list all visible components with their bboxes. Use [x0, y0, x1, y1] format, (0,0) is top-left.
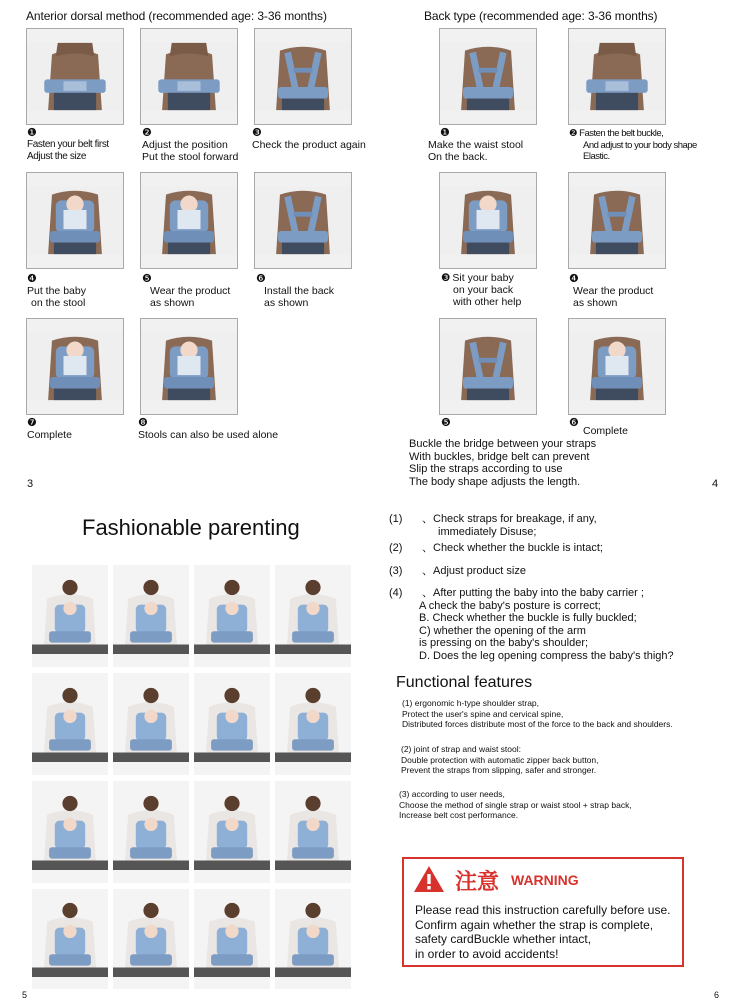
back-caption-3: ❸ Sit your baby on your back with other help: [441, 272, 522, 308]
warning-box: [402, 857, 684, 967]
warning-en: WARNING: [511, 872, 579, 888]
back-photo-6: [568, 318, 666, 415]
warning-cn: 注意: [455, 869, 500, 894]
page5-title: Fashionable parenting: [82, 515, 300, 540]
step-caption-3: ❸ Check the product again: [252, 127, 366, 151]
grid-photo-14: [113, 889, 189, 989]
step-photo-7: [26, 318, 124, 415]
page3-title: Anterior dorsal method (recommended age: 3-36 months): [26, 9, 327, 23]
back-caption-2: ❷ Fasten the belt buckle, And adjust to your body shape Elastic.: [569, 128, 697, 162]
back-photo-3: [439, 172, 537, 269]
step-photo-3: [254, 28, 352, 125]
grid-photo-11: [194, 781, 270, 883]
back-caption-5: ❺: [441, 417, 451, 429]
check-2: (2) 、Check whether the buckle is intact;: [389, 542, 603, 554]
back-photo-1: [439, 28, 537, 125]
step-caption-6: ❻ Install the back as shown: [256, 273, 335, 309]
grid-photo-16: [275, 889, 351, 989]
page-number-3: 3: [27, 478, 34, 490]
feature-3: (3) according to user needs, Choose the method of single strap or waist stool + strap back, Increase belt cost performance.: [399, 789, 632, 820]
back-photo-5: [439, 318, 537, 415]
back-caption-6: ❻ Complete: [569, 417, 628, 437]
grid-photo-2: [113, 565, 189, 667]
step-photo-8: [140, 318, 238, 415]
step-photo-5: [140, 172, 238, 269]
features-title: Functional features: [396, 674, 533, 691]
grid-photo-7: [194, 673, 270, 775]
step-photo-6: [254, 172, 352, 269]
grid-photo-1: [32, 565, 108, 667]
grid-photo-15: [194, 889, 270, 989]
check-3: (3) 、Adjust product size: [389, 565, 526, 577]
grid-photo-13: [32, 889, 108, 989]
page-number-5: 5: [22, 990, 28, 1000]
warning-text: Please read this instruction carefully before use. Confirm again whether the strap is complete, safety cardBuckle whether intact, in order to avoid accidents!: [415, 903, 671, 961]
check-4: (4) 、After putting the baby into the baby carrier ; A check the baby's posture is correct; B. Check whether the buckle is fully buckled; C) whether the opening of the arm is pressing on the baby's shoulder; D. Does the leg opening compress the baby's thigh?: [389, 587, 674, 662]
page4-title: Back type (recommended age: 3-36 months): [424, 9, 658, 23]
page-number-4: 4: [712, 478, 719, 490]
step-photo-1: [26, 28, 124, 125]
step-caption-5: ❺ Wear the product as shown: [142, 273, 231, 309]
grid-photo-6: [113, 673, 189, 775]
step-photo-2: [140, 28, 238, 125]
step-caption-1: ❶ Fasten your belt first Adjust the size: [27, 127, 109, 162]
check-1: (1) 、Check straps for breakage, if any, immediately Disuse;: [389, 513, 597, 538]
page-number-6: 6: [714, 990, 720, 1000]
feature-2: (2) joint of strap and waist stool: Double protection with automatic zipper back button, Prevent the straps from slipping, safer and stronger.: [401, 744, 599, 775]
grid-photo-4: [275, 565, 351, 667]
step-caption-2: ❷ Adjust the position Put the stool forward: [142, 127, 239, 163]
back-caption-4: ❹ Wear the product as shown: [569, 273, 654, 309]
back-note: Buckle the bridge between your straps With buckles, bridge belt can prevent Slip the straps according to use The body shape adjusts the length.: [409, 438, 597, 488]
back-photo-4: [568, 172, 666, 269]
step-caption-8: ❽ Stools can also be used alone: [138, 417, 279, 441]
grid-photo-3: [194, 565, 270, 667]
grid-photo-12: [275, 781, 351, 883]
grid-photo-8: [275, 673, 351, 775]
grid-photo-5: [32, 673, 108, 775]
step-caption-4: ❹ Put the baby on the stool: [27, 273, 86, 309]
grid-photo-9: [32, 781, 108, 883]
back-caption-1: ❶ Make the waist stool On the back.: [428, 127, 524, 163]
photo-grid: [32, 565, 352, 990]
step-caption-7: ❼ Complete: [27, 417, 72, 441]
feature-1: (1) ergonomic h-type shoulder strap, Protect the user's spine and cervical spine, Distributed forces distribute most of the force to the back and shoulders.: [402, 698, 673, 729]
warning-icon: [413, 865, 445, 893]
grid-photo-10: [113, 781, 189, 883]
step-photo-4: [26, 172, 124, 269]
back-photo-2: [568, 28, 666, 125]
